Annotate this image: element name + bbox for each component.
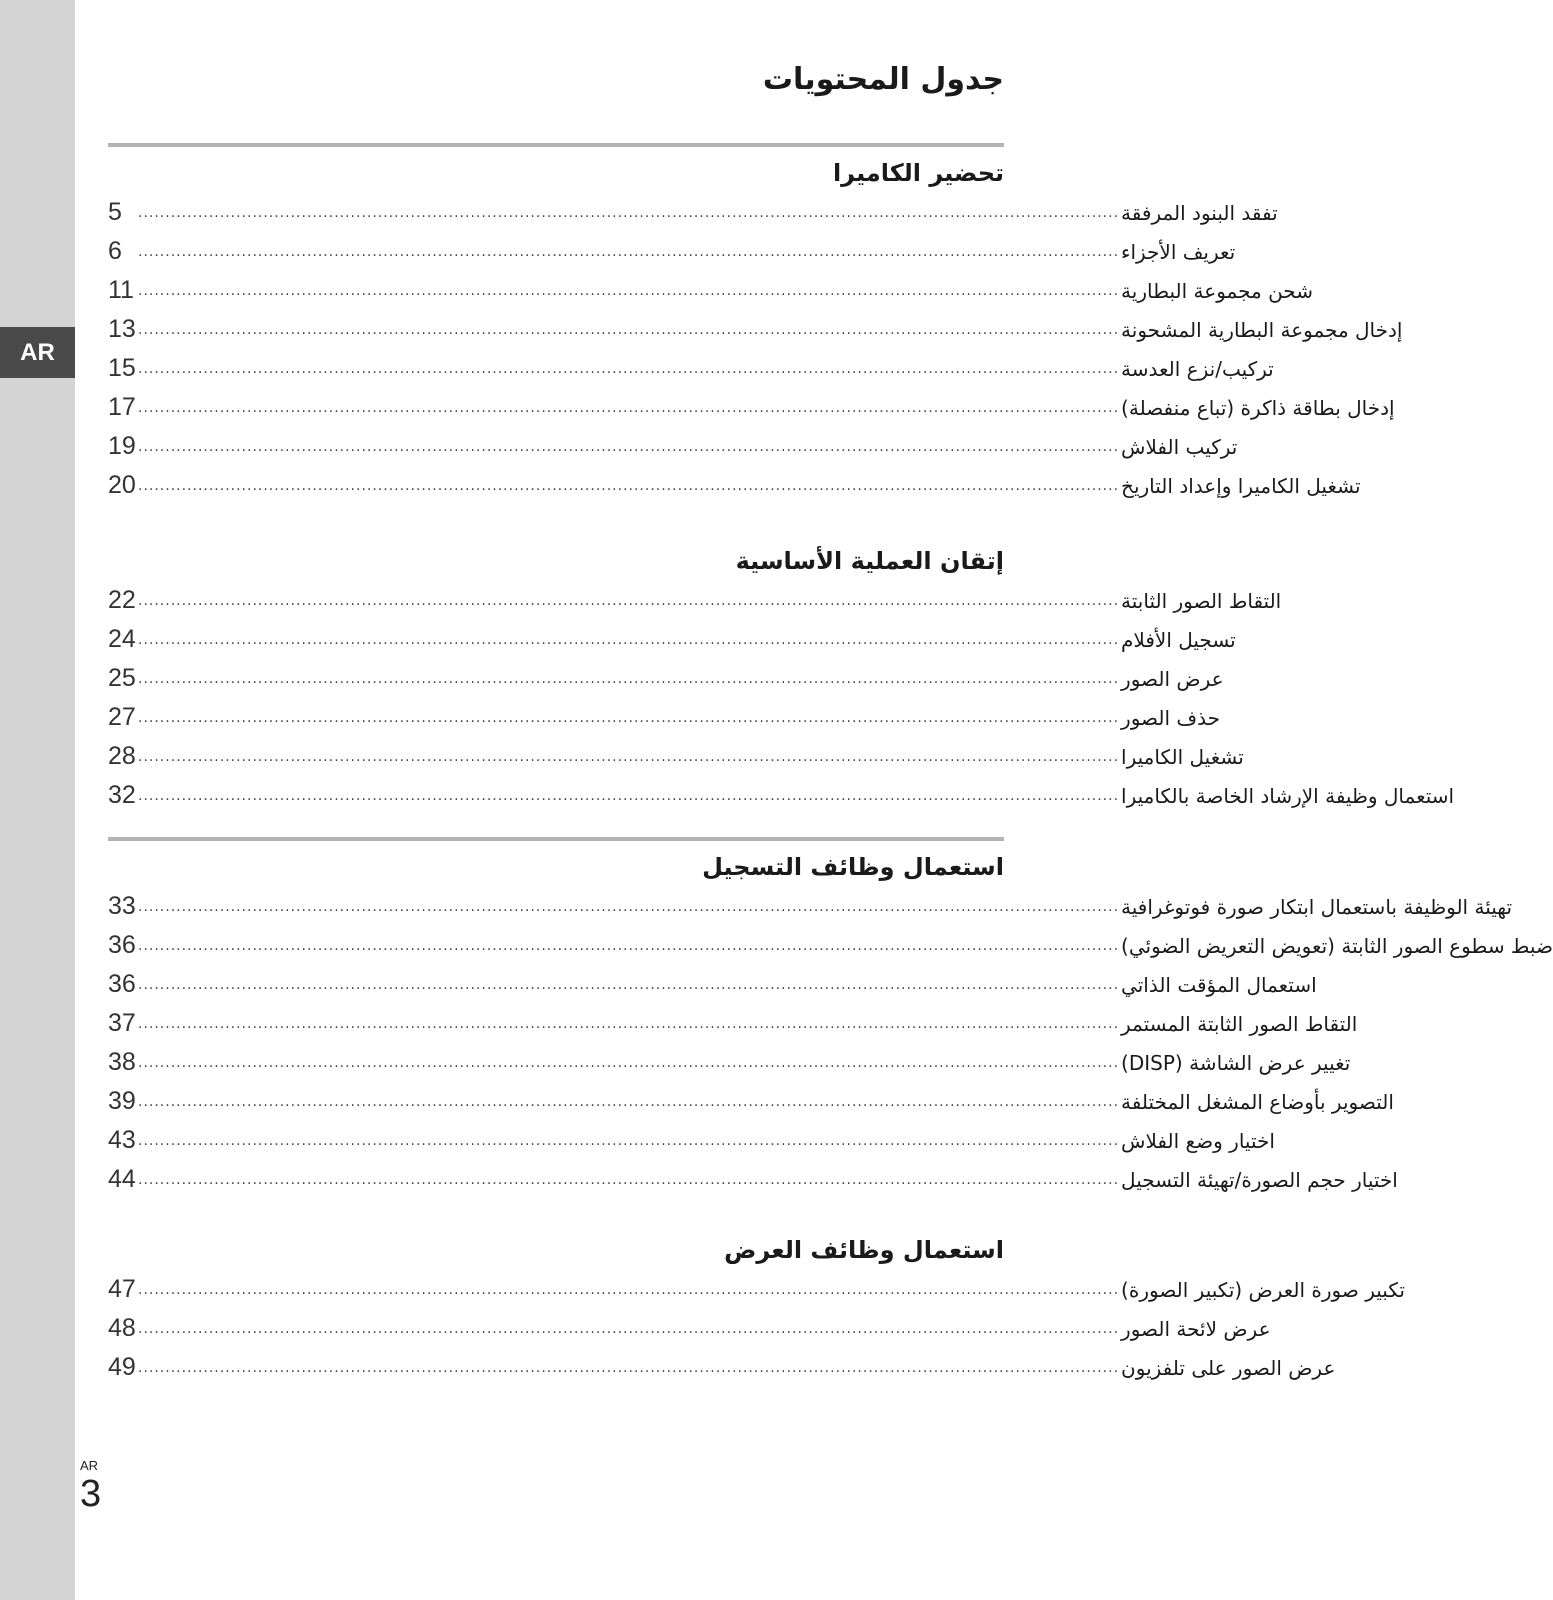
language-tab: AR bbox=[0, 327, 75, 378]
dot-leader: .................................................................................................................................................................................... bbox=[138, 709, 1120, 726]
dot-leader: .................................................................................................................................................................................... bbox=[138, 204, 1120, 221]
toc-entry-label: عرض الصور bbox=[1121, 666, 1224, 691]
toc-entry[interactable] bbox=[108, 349, 1274, 388]
toc-page-number: 19 bbox=[108, 432, 136, 460]
section-divider bbox=[108, 143, 1004, 147]
toc-entry-label: شحن مجموعة البطارية bbox=[1121, 278, 1313, 303]
toc-entry-label: اختيار حجم الصورة/تهيئة التسجيل bbox=[1121, 1167, 1398, 1192]
toc-entry[interactable] bbox=[108, 466, 1361, 505]
dot-leader: .................................................................................................................................................................................... bbox=[138, 360, 1120, 377]
toc-entry[interactable] bbox=[108, 271, 1313, 310]
toc-entry-label: التقاط الصور الثابتة المستمر bbox=[1121, 1011, 1358, 1036]
dot-leader: .................................................................................................................................................................................... bbox=[138, 976, 1120, 993]
dot-leader: .................................................................................................................................................................................... bbox=[138, 937, 1120, 954]
dot-leader: .................................................................................................................................................................................... bbox=[138, 243, 1120, 260]
toc-page-number: 13 bbox=[108, 315, 136, 343]
dot-leader: .................................................................................................................................................................................... bbox=[138, 631, 1120, 648]
toc-page-number: 20 bbox=[108, 471, 136, 499]
toc-entry[interactable] bbox=[108, 232, 1236, 271]
dot-leader: .................................................................................................................................................................................... bbox=[138, 1015, 1120, 1032]
toc-entry[interactable] bbox=[108, 310, 1403, 349]
toc-entry[interactable] bbox=[108, 776, 1455, 815]
dot-leader: .................................................................................................................................................................................... bbox=[138, 1054, 1120, 1071]
toc-entry[interactable] bbox=[108, 1348, 1336, 1387]
toc-entry[interactable] bbox=[108, 1309, 1271, 1348]
toc-entry-label: تغيير عرض الشاشة (DISP) bbox=[1121, 1050, 1351, 1075]
toc-entry-label: تركيب الفلاش bbox=[1121, 434, 1238, 459]
toc-entry[interactable] bbox=[108, 581, 1282, 620]
toc-page-number: 39 bbox=[108, 1087, 136, 1115]
section-heading: تحضير الكاميرا bbox=[832, 159, 1004, 187]
toc-page-number: 11 bbox=[108, 276, 134, 304]
dot-leader: .................................................................................................................................................................................... bbox=[138, 1359, 1120, 1376]
toc-page-number: 32 bbox=[108, 781, 136, 809]
toc-page-number: 43 bbox=[108, 1126, 136, 1154]
dot-leader: .................................................................................................................................................................................... bbox=[138, 1171, 1120, 1188]
toc-entry-label: التصوير بأوضاع المشغل المختلفة bbox=[1121, 1089, 1394, 1114]
toc-entry[interactable] bbox=[108, 427, 1238, 466]
toc-page-number: 44 bbox=[108, 1165, 136, 1193]
toc-section-recording-functions bbox=[108, 837, 1553, 1199]
toc-entry-label: تشغيل الكاميرا وإعداد التاريخ bbox=[1121, 473, 1361, 498]
toc-page-number: 5 bbox=[108, 198, 122, 226]
toc-page-number: 6 bbox=[108, 237, 122, 265]
toc-entry-label: تهيئة الوظيفة باستعمال ابتكار صورة فوتوغرافية bbox=[1121, 894, 1513, 919]
toc-entry[interactable] bbox=[108, 737, 1244, 776]
toc-entry[interactable] bbox=[108, 1121, 1275, 1160]
toc-page-number: 15 bbox=[108, 354, 136, 382]
toc-entry-label: ضبط سطوع الصور الثابتة (تعويض التعريض الضوئي) bbox=[1121, 933, 1553, 958]
toc-page-number: 24 bbox=[108, 625, 136, 653]
toc-entry[interactable] bbox=[108, 1082, 1394, 1121]
footer-language: AR bbox=[80, 1458, 99, 1473]
section-divider bbox=[108, 837, 1004, 841]
toc-entry[interactable] bbox=[108, 926, 1553, 965]
dot-leader: .................................................................................................................................................................................... bbox=[138, 399, 1120, 416]
toc-page-number: 36 bbox=[108, 931, 136, 959]
toc-entry-label: عرض لائحة الصور bbox=[1121, 1316, 1271, 1341]
section-heading: استعمال وظائف العرض bbox=[724, 1236, 1004, 1264]
toc-entry-label: تسجيل الأفلام bbox=[1121, 627, 1236, 652]
dot-leader: .................................................................................................................................................................................... bbox=[138, 787, 1120, 804]
toc-entry-label: تركيب/نزع العدسة bbox=[1121, 356, 1274, 381]
toc-page-number: 47 bbox=[108, 1275, 136, 1303]
toc-entry-label: تشغيل الكاميرا bbox=[1121, 744, 1244, 769]
toc-page-number: 17 bbox=[108, 393, 136, 421]
toc-page-number: 36 bbox=[108, 970, 136, 998]
section-heading: إتقان العملية الأساسية bbox=[735, 547, 1004, 575]
toc-entry-label: استعمال المؤقت الذاتي bbox=[1121, 972, 1317, 997]
toc-entry[interactable] bbox=[108, 698, 1220, 737]
toc-entry-label: استعمال وظيفة الإرشاد الخاصة بالكاميرا bbox=[1121, 783, 1455, 808]
dot-leader: .................................................................................................................................................................................... bbox=[138, 321, 1120, 338]
toc-page-number: 37 bbox=[108, 1009, 136, 1037]
toc-entry[interactable] bbox=[108, 620, 1236, 659]
dot-leader: .................................................................................................................................................................................... bbox=[138, 1093, 1120, 1110]
toc-page-number: 33 bbox=[108, 892, 136, 920]
toc-page-number: 48 bbox=[108, 1314, 136, 1342]
toc-section-playback-functions bbox=[108, 1230, 1405, 1387]
toc-entry[interactable] bbox=[108, 965, 1317, 1004]
toc-entry[interactable] bbox=[108, 1160, 1398, 1199]
toc-entry[interactable] bbox=[108, 193, 1278, 232]
toc-entry[interactable] bbox=[108, 887, 1513, 926]
dot-leader: .................................................................................................................................................................................... bbox=[138, 438, 1120, 455]
dot-leader: .................................................................................................................................................................................... bbox=[138, 282, 1120, 299]
toc-entry[interactable] bbox=[108, 659, 1224, 698]
toc-entry-label: التقاط الصور الثابتة bbox=[1121, 588, 1282, 613]
toc-page-number: 49 bbox=[108, 1353, 136, 1381]
toc-entry-label: إدخال بطاقة ذاكرة (تباع منفصلة) bbox=[1121, 395, 1395, 420]
dot-leader: .................................................................................................................................................................................... bbox=[138, 1320, 1120, 1337]
toc-page-number: 25 bbox=[108, 664, 136, 692]
dot-leader: .................................................................................................................................................................................... bbox=[138, 748, 1120, 765]
dot-leader: .................................................................................................................................................................................... bbox=[138, 592, 1120, 609]
toc-page-number: 28 bbox=[108, 742, 136, 770]
section-heading: استعمال وظائف التسجيل bbox=[702, 853, 1004, 881]
toc-entry-label: تكبير صورة العرض (تكبير الصورة) bbox=[1121, 1277, 1405, 1302]
dot-leader: .................................................................................................................................................................................... bbox=[138, 670, 1120, 687]
page-number: 3 bbox=[80, 1473, 102, 1515]
left-sidebar-strip bbox=[0, 0, 75, 1600]
toc-entry[interactable] bbox=[108, 1043, 1351, 1082]
toc-entry[interactable] bbox=[108, 1004, 1358, 1043]
dot-leader: .................................................................................................................................................................................... bbox=[138, 1281, 1120, 1298]
toc-section-camera-preparation bbox=[108, 143, 1403, 505]
dot-leader: .................................................................................................................................................................................... bbox=[138, 898, 1120, 915]
toc-entry-label: تفقد البنود المرفقة bbox=[1121, 200, 1278, 225]
toc-page-number: 27 bbox=[108, 703, 136, 731]
toc-entry-label: عرض الصور على تلفزيون bbox=[1121, 1355, 1336, 1380]
toc-page-number: 38 bbox=[108, 1048, 136, 1076]
dot-leader: .................................................................................................................................................................................... bbox=[138, 477, 1120, 494]
toc-entry-label: اختيار وضع الفلاش bbox=[1121, 1128, 1275, 1153]
toc-entry[interactable] bbox=[108, 388, 1395, 427]
toc-entry[interactable] bbox=[108, 1270, 1405, 1309]
page-title: جدول المحتويات bbox=[762, 62, 1004, 97]
toc-section-basic-operation bbox=[108, 541, 1455, 815]
toc-entry-label: إدخال مجموعة البطارية المشحونة bbox=[1121, 317, 1403, 342]
toc-entry-label: حذف الصور bbox=[1121, 705, 1220, 730]
toc-page-number: 22 bbox=[108, 586, 136, 614]
toc-entry-label: تعريف الأجزاء bbox=[1121, 239, 1236, 264]
dot-leader: .................................................................................................................................................................................... bbox=[138, 1132, 1120, 1149]
